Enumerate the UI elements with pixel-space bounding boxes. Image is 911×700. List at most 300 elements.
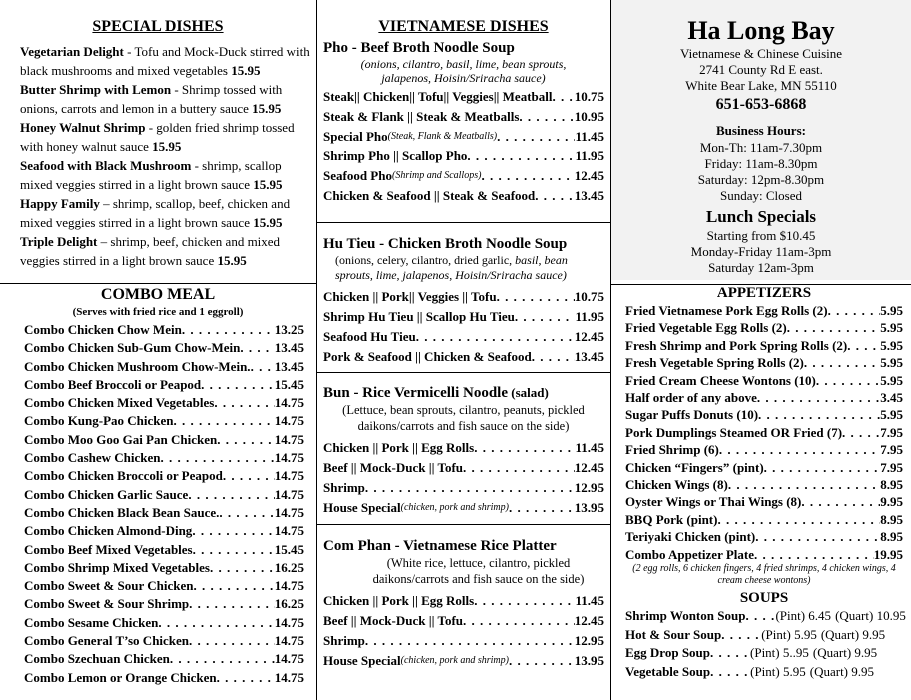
combo-item xyxy=(24,541,304,559)
bun-item xyxy=(323,438,604,458)
item-name: Chicken || Pork|| Veggies || Tofu xyxy=(323,289,497,304)
item-price: 13.95 xyxy=(574,653,604,668)
leader-dots xyxy=(174,412,275,430)
special-dish xyxy=(0,42,316,80)
item-price: 13.95 xyxy=(574,500,604,515)
item-price: 12.45 xyxy=(574,168,604,184)
restaurant-header xyxy=(611,0,911,280)
soup-item xyxy=(625,607,906,626)
leader-dots xyxy=(509,651,575,671)
item-price: 14.75 xyxy=(274,504,304,520)
leader-dots xyxy=(755,528,880,545)
leader-dots xyxy=(497,127,575,147)
bun-title-wrap xyxy=(323,385,604,402)
special-dish-desc: – shrimp, beef, chicken and mixed veggies stirred in a light brown sauce xyxy=(20,234,281,268)
hutieu-list xyxy=(323,287,604,367)
special-dish-price: 15.95 xyxy=(152,139,182,154)
bun-item xyxy=(323,498,604,518)
soup-pint: (Pint) 5.95 xyxy=(750,663,806,679)
lunch-line: Starting from $10.45 xyxy=(706,228,816,243)
item-price: 14.75 xyxy=(274,614,304,630)
leader-dots xyxy=(758,406,880,423)
leader-dots xyxy=(719,441,880,458)
hours-list xyxy=(611,140,911,204)
item-name: Beef || Mock-Duck || Tofu xyxy=(323,460,464,475)
special-dish-desc: - Tofu and Mock-Duck stirred with black mushrooms and mixed vegetables xyxy=(20,44,310,78)
appetizer-item xyxy=(625,389,903,406)
soups-title: SOUPS xyxy=(739,590,789,607)
combo-item xyxy=(24,504,304,522)
item-name: Fried Shrimp (6) xyxy=(625,442,719,458)
combo-item xyxy=(24,650,304,668)
item-price: 13.45 xyxy=(274,340,304,356)
leader-dots xyxy=(828,302,881,319)
pho-section xyxy=(317,40,610,206)
leader-dots xyxy=(219,504,274,522)
leader-dots xyxy=(182,321,275,339)
item-price: 12.45 xyxy=(574,329,604,344)
appetizers-title: APPETIZERS xyxy=(716,285,812,301)
item-name: Steak & Flank || Steak & Meatballs xyxy=(323,108,520,124)
appetizer-item xyxy=(625,424,903,441)
item-name: Chicken & Seafood || Steak & Seafood xyxy=(323,187,536,203)
combo-item xyxy=(24,394,304,412)
combo-item xyxy=(24,486,304,504)
item-name: Teriyaki Chicken (pint) xyxy=(625,529,756,545)
soup-name: Shrimp Wonton Soup xyxy=(625,608,746,624)
bun-item xyxy=(323,458,604,478)
item-name: Fresh Vegetable Spring Rolls (2) xyxy=(625,355,804,371)
item-price: 11.45 xyxy=(575,128,604,144)
item-note: (chicken, pork and shrimp) xyxy=(400,502,509,513)
leader-dots xyxy=(721,626,761,645)
leader-dots xyxy=(474,438,575,458)
leader-dots xyxy=(816,372,880,389)
item-price: 19.95 xyxy=(873,546,903,562)
item-price: 15.45 xyxy=(274,376,304,392)
appetizer-item xyxy=(625,302,903,319)
pho-item xyxy=(323,87,604,107)
restaurant-phone: 651-653-6868 xyxy=(715,96,807,113)
item-price: 10.75 xyxy=(574,289,604,304)
bun-list xyxy=(323,438,604,518)
item-price: 14.75 xyxy=(274,486,304,502)
hours-line: Sunday: Closed xyxy=(720,188,802,203)
hutieu-desc xyxy=(323,253,604,283)
hutieu-section xyxy=(317,236,610,367)
leader-dots xyxy=(189,595,275,613)
leader-dots xyxy=(787,319,880,336)
special-dish-desc: - Shrimp tossed with onions, carrots and lemon in a buttery sauce xyxy=(20,82,283,116)
appetizer-item xyxy=(625,441,903,458)
soup-name: Egg Drop Soup xyxy=(625,645,711,661)
item-name: Shrimp Hu Tieu || Scallop Hu Tieu xyxy=(323,309,515,324)
item-price: 5.95 xyxy=(880,337,903,353)
middle-column xyxy=(317,0,611,700)
soup-item xyxy=(625,663,903,682)
item-name: Beef || Mock-Duck || Tofu xyxy=(323,613,464,628)
special-dish-name: Vegetarian Delight xyxy=(20,44,124,59)
item-price: 8.95 xyxy=(880,529,903,545)
combo-item xyxy=(24,321,304,339)
item-price: 9.95 xyxy=(880,494,903,510)
leader-dots xyxy=(214,394,274,412)
right-column xyxy=(611,0,911,700)
combo-item xyxy=(24,669,304,687)
item-price: 14.75 xyxy=(274,651,304,667)
leader-dots xyxy=(170,650,275,668)
item-price: 12.45 xyxy=(574,613,604,628)
item-price: 5.95 xyxy=(880,355,903,371)
pho-desc: (onions, cilantro, basil, lime, bean sprouts, jalapenos, Hoisin/Sriracha sauce) xyxy=(360,57,567,85)
combo-item xyxy=(24,412,304,430)
pho-item xyxy=(323,127,604,147)
item-name: Combo Chicken Mixed Vegetables xyxy=(24,395,215,411)
comphan-title: Com Phan - Vietnamese Rice Platter xyxy=(323,538,557,554)
item-price: 5.95 xyxy=(880,407,903,423)
appetizer-item xyxy=(625,476,903,493)
leader-dots xyxy=(754,546,874,563)
item-name: BBQ Pork (pint) xyxy=(625,511,718,527)
item-name: Combo Chicken Almond-Ding xyxy=(24,523,193,539)
combo-item xyxy=(24,358,304,376)
item-name: Pork & Seafood || Chicken & Seafood xyxy=(323,349,532,364)
hutieu-item xyxy=(323,347,604,367)
leader-dots xyxy=(161,449,275,467)
item-price: 11.95 xyxy=(575,309,604,324)
soup-pint: (Pint) 5.95 xyxy=(761,626,817,642)
item-price: 13.45 xyxy=(574,349,604,364)
divider xyxy=(0,283,316,284)
leader-dots xyxy=(251,358,275,376)
item-price: 7.95 xyxy=(880,424,903,440)
hutieu-item xyxy=(323,287,604,307)
item-price: 16.25 xyxy=(274,596,304,612)
combo-appetizer-note: (2 egg rolls, 6 chicken fingers, 4 fried shrimps, 4 chicken wings, 4 cream cheese wontons) xyxy=(632,563,896,587)
pho-item xyxy=(323,166,604,186)
item-name: Combo Kung-Pao Chicken xyxy=(24,413,174,429)
lunch-title: Lunch Specials xyxy=(705,207,817,226)
item-name: Combo General T’so Chicken xyxy=(24,633,190,649)
item-name: Combo Moo Goo Gai Pan Chicken xyxy=(24,431,218,447)
special-dish xyxy=(0,232,316,270)
comphan-section xyxy=(317,538,610,671)
lunch-line: Monday-Friday 11am-3pm xyxy=(690,244,832,259)
leader-dots xyxy=(210,559,275,577)
bun-desc: (Lettuce, bean sprouts, cilantro, peanuts, pickled daikons/carrots and fish sauce on the side) xyxy=(342,403,585,433)
item-name: Chicken || Pork || Egg Rolls xyxy=(323,593,475,608)
item-price: 14.75 xyxy=(274,669,304,685)
soup-pint: (Pint) 6.45 xyxy=(775,608,832,624)
item-name: Combo Sesame Chicken xyxy=(24,614,159,630)
item-price: 8.95 xyxy=(880,511,903,527)
comphan-list xyxy=(323,591,604,671)
appetizer-item xyxy=(625,511,903,528)
special-dishes-list xyxy=(0,42,316,270)
leader-dots xyxy=(416,327,575,347)
bun-suffix: (salad) xyxy=(507,385,549,400)
leader-dots xyxy=(463,458,575,478)
leader-dots xyxy=(223,467,275,485)
item-price: 12.45 xyxy=(574,460,604,475)
soup-quart: (Quart) 10.95 xyxy=(835,608,906,624)
special-dish-price: 15.95 xyxy=(253,177,283,192)
special-dish-name: Honey Walnut Shrimp xyxy=(20,120,146,135)
item-price: 14.75 xyxy=(274,633,304,649)
item-name: Combo Chicken Mushroom Chow-Mein. xyxy=(24,358,251,374)
item-name: Combo Beef Broccoli or Peapod xyxy=(24,376,202,392)
item-price: 14.75 xyxy=(274,450,304,466)
item-price: 14.75 xyxy=(274,431,304,447)
combo-item xyxy=(24,339,304,357)
leader-dots xyxy=(532,347,575,367)
item-price: 14.75 xyxy=(274,468,304,484)
item-name: Combo Sweet & Sour Shrimp xyxy=(24,596,190,612)
special-dish xyxy=(0,194,316,232)
leader-dots xyxy=(728,476,880,493)
appetizers-section xyxy=(611,285,911,681)
leader-dots xyxy=(463,611,575,631)
item-price: 14.75 xyxy=(274,413,304,429)
combo-item xyxy=(24,376,304,394)
special-dish-price: 15.95 xyxy=(231,63,261,78)
item-price: 12.95 xyxy=(574,633,604,648)
soup-name: Hot & Sour Soup xyxy=(625,626,722,642)
item-name: Combo Beef Mixed Vegetables xyxy=(24,541,193,557)
divider xyxy=(317,372,610,373)
combo-section xyxy=(0,286,316,687)
hours-title: Business Hours: xyxy=(716,123,806,138)
item-name: Combo Szechuan Chicken xyxy=(24,651,170,667)
leader-dots xyxy=(745,607,775,626)
combo-list xyxy=(0,321,316,687)
hours-line: Mon-Th: 11am-7.30pm xyxy=(699,140,823,155)
special-dish-price: 15.95 xyxy=(252,101,282,116)
leader-dots xyxy=(481,166,574,186)
item-price: 5.95 xyxy=(880,372,903,388)
item-name: Seafood Pho xyxy=(323,168,392,184)
item-name: House Special xyxy=(323,500,401,515)
comphan-item xyxy=(323,651,604,671)
item-price: 12.95 xyxy=(574,480,604,495)
special-dish-price: 15.95 xyxy=(217,253,247,268)
soup-item xyxy=(625,626,903,645)
vietnamese-dishes-title: VIETNAMESE DISHES xyxy=(378,18,549,35)
special-dish-name: Happy Family xyxy=(20,196,100,211)
divider xyxy=(317,524,610,525)
appetizer-item xyxy=(625,546,903,563)
item-name: Steak|| Chicken|| Tofu|| Veggies|| Meatball xyxy=(323,89,553,104)
item-price: 5.95 xyxy=(880,320,903,336)
combo-item xyxy=(24,559,304,577)
soup-quart: (Quart) 9.95 xyxy=(812,645,878,661)
appetizer-item xyxy=(625,406,903,423)
leader-dots xyxy=(497,287,575,307)
special-dishes-title: SPECIAL DISHES xyxy=(92,18,224,35)
appetizer-item xyxy=(625,372,903,389)
bun-item xyxy=(323,478,604,498)
item-name: Combo Sweet & Sour Chicken xyxy=(24,578,194,594)
item-price: 10.75 xyxy=(574,89,604,104)
item-name: Combo Appetizer Plate xyxy=(625,546,755,562)
special-dish xyxy=(0,156,316,194)
hours-line: Friday: 11am-8.30pm xyxy=(704,156,818,171)
appetizers-list xyxy=(625,302,903,563)
leader-dots xyxy=(217,669,275,687)
item-name: Fried Vegetable Egg Rolls (2) xyxy=(625,320,787,336)
appetizer-item xyxy=(625,459,903,476)
leader-dots xyxy=(801,493,880,510)
restaurant-cuisine: Vietnamese & Chinese Cuisine xyxy=(679,46,843,61)
item-name: Combo Chicken Chow Mein xyxy=(24,322,182,337)
pho-title: Pho - Beef Broth Noodle Soup xyxy=(323,40,515,56)
item-price: 14.75 xyxy=(274,395,304,411)
leader-dots xyxy=(474,591,575,611)
combo-item xyxy=(24,449,304,467)
divider xyxy=(317,222,610,223)
combo-item xyxy=(24,614,304,632)
leader-dots xyxy=(467,146,575,166)
item-price: 11.45 xyxy=(575,593,604,608)
item-price: 7.95 xyxy=(880,459,903,475)
hours-line: Saturday: 12pm-8.30pm xyxy=(697,172,825,187)
restaurant-address2: White Bear Lake, MN 55110 xyxy=(685,78,837,93)
pho-item xyxy=(323,146,604,166)
leader-dots xyxy=(764,459,881,476)
item-price: 13.25 xyxy=(274,322,304,337)
leader-dots xyxy=(240,339,274,357)
special-dish-name: Triple Delight xyxy=(20,234,98,249)
leader-dots xyxy=(365,478,575,498)
item-note: (chicken, pork and shrimp) xyxy=(400,655,509,666)
special-dish-name: Seafood with Black Mushroom xyxy=(20,158,192,173)
leader-dots xyxy=(717,511,880,528)
soup-quart: (Quart) 9.95 xyxy=(820,626,886,642)
soup-quart: (Quart) 9.95 xyxy=(809,663,875,679)
bun-title: Bun - Rice Vermicelli Noodle xyxy=(323,385,508,401)
leader-dots xyxy=(192,522,274,540)
comphan-item xyxy=(323,631,604,651)
appetizer-item xyxy=(625,354,903,371)
special-dish-desc: - shrimp, scallop mixed veggies stirred in a light brown sauce xyxy=(20,158,282,192)
item-name: Half order of any above xyxy=(625,390,757,406)
item-name: Combo Cashew Chicken xyxy=(24,450,161,466)
bun-section xyxy=(317,385,610,518)
item-name: Shrimp Pho || Scallop Pho xyxy=(323,148,468,164)
item-name: Fried Vietnamese Pork Egg Rolls (2) xyxy=(625,303,828,318)
item-name: Oyster Wings or Thai Wings (8) xyxy=(625,494,802,510)
item-price: 5.95 xyxy=(880,303,903,318)
leader-dots xyxy=(710,644,750,663)
restaurant-name: Ha Long Bay xyxy=(687,16,835,45)
item-note: (Shrimp and Scallops) xyxy=(391,170,482,182)
pho-item xyxy=(323,186,604,206)
leader-dots xyxy=(519,107,574,127)
special-dish xyxy=(0,80,316,118)
special-dish-desc: – shrimp, scallop, beef, chicken and mixed veggies stirred in a light brown sauce xyxy=(20,196,291,230)
item-name: Chicken || Pork || Egg Rolls xyxy=(323,440,475,455)
item-name: Special Pho xyxy=(323,128,388,144)
leader-dots xyxy=(535,186,574,206)
combo-title: COMBO MEAL xyxy=(100,286,216,303)
appetizer-item xyxy=(625,337,903,354)
restaurant-address1: 2741 County Rd E east. xyxy=(699,62,823,77)
item-price: 13.45 xyxy=(574,187,604,203)
soups-list xyxy=(625,607,906,681)
item-name: Fresh Shrimp and Pork Spring Rolls (2) xyxy=(625,337,848,353)
left-column xyxy=(0,0,317,700)
leader-dots xyxy=(217,431,275,449)
soup-name: Vegetable Soup xyxy=(625,663,711,679)
item-price: 11.95 xyxy=(575,148,604,164)
item-price: 16.25 xyxy=(274,559,304,575)
comphan-item xyxy=(323,591,604,611)
hutieu-title: Hu Tieu - Chicken Broth Noodle Soup xyxy=(323,236,568,252)
item-note: (Steak, Flank & Meatballs) xyxy=(387,130,498,142)
special-dish-name: Butter Shrimp with Lemon xyxy=(20,82,172,97)
item-price: 13.45 xyxy=(274,358,304,374)
combo-item xyxy=(24,467,304,485)
item-price: 7.95 xyxy=(880,442,903,458)
comphan-item xyxy=(323,611,604,631)
leader-dots xyxy=(515,307,576,327)
item-price: 10.95 xyxy=(574,108,604,124)
leader-dots xyxy=(847,337,880,354)
lunch-list xyxy=(611,228,911,280)
leader-dots xyxy=(188,486,274,504)
appetizer-item xyxy=(625,319,903,336)
leader-dots xyxy=(194,577,275,595)
combo-item xyxy=(24,522,304,540)
item-name: Combo Chicken Broccoli or Peapod xyxy=(24,468,223,484)
hutieu-desc-plain: (onions, celery, cilantro, dried garlic, xyxy=(335,253,516,267)
leader-dots xyxy=(189,632,275,650)
leader-dots xyxy=(710,663,750,682)
leader-dots xyxy=(365,631,575,651)
item-price: 14.75 xyxy=(274,523,304,539)
hutieu-item xyxy=(323,327,604,347)
item-price: 15.45 xyxy=(274,541,304,557)
leader-dots xyxy=(757,389,880,406)
lunch-line: Saturday 12am-3pm xyxy=(708,260,814,275)
leader-dots xyxy=(804,354,880,371)
combo-item xyxy=(24,632,304,650)
item-price: 8.95 xyxy=(880,477,903,493)
item-name: Combo Chicken Sub-Gum Chow-Mein xyxy=(24,340,241,356)
item-name: Seafood Hu Tieu xyxy=(323,329,416,344)
item-name: Combo Shrimp Mixed Vegetables xyxy=(24,559,210,575)
comphan-desc: (White rice, lettuce, cilantro, pickled daikons/carrots and fish sauce on the side) xyxy=(372,556,585,586)
pho-item xyxy=(323,107,604,127)
soup-item xyxy=(625,644,903,663)
item-name: Fried Cream Cheese Wontons (10) xyxy=(625,372,816,388)
leader-dots xyxy=(553,87,575,107)
special-dish xyxy=(0,118,316,156)
combo-item xyxy=(24,577,304,595)
item-name: Combo Chicken Garlic Sauce xyxy=(24,486,189,502)
leader-dots xyxy=(193,541,275,559)
item-name: Sugar Puffs Donuts (10) xyxy=(625,407,759,423)
item-price: 14.75 xyxy=(274,578,304,594)
combo-item xyxy=(24,431,304,449)
item-price: 11.45 xyxy=(575,440,604,455)
leader-dots xyxy=(201,376,275,394)
special-dish-price: 15.95 xyxy=(253,215,283,230)
appetizer-item xyxy=(625,493,903,510)
item-name: Combo Lemon or Orange Chicken xyxy=(24,669,217,685)
item-name: Chicken “Fingers” (pint) xyxy=(625,459,764,475)
hutieu-desc-ital: basil, bean sprouts, lime, jalapenos, Hoisin/Sriracha sauce) xyxy=(335,253,568,282)
